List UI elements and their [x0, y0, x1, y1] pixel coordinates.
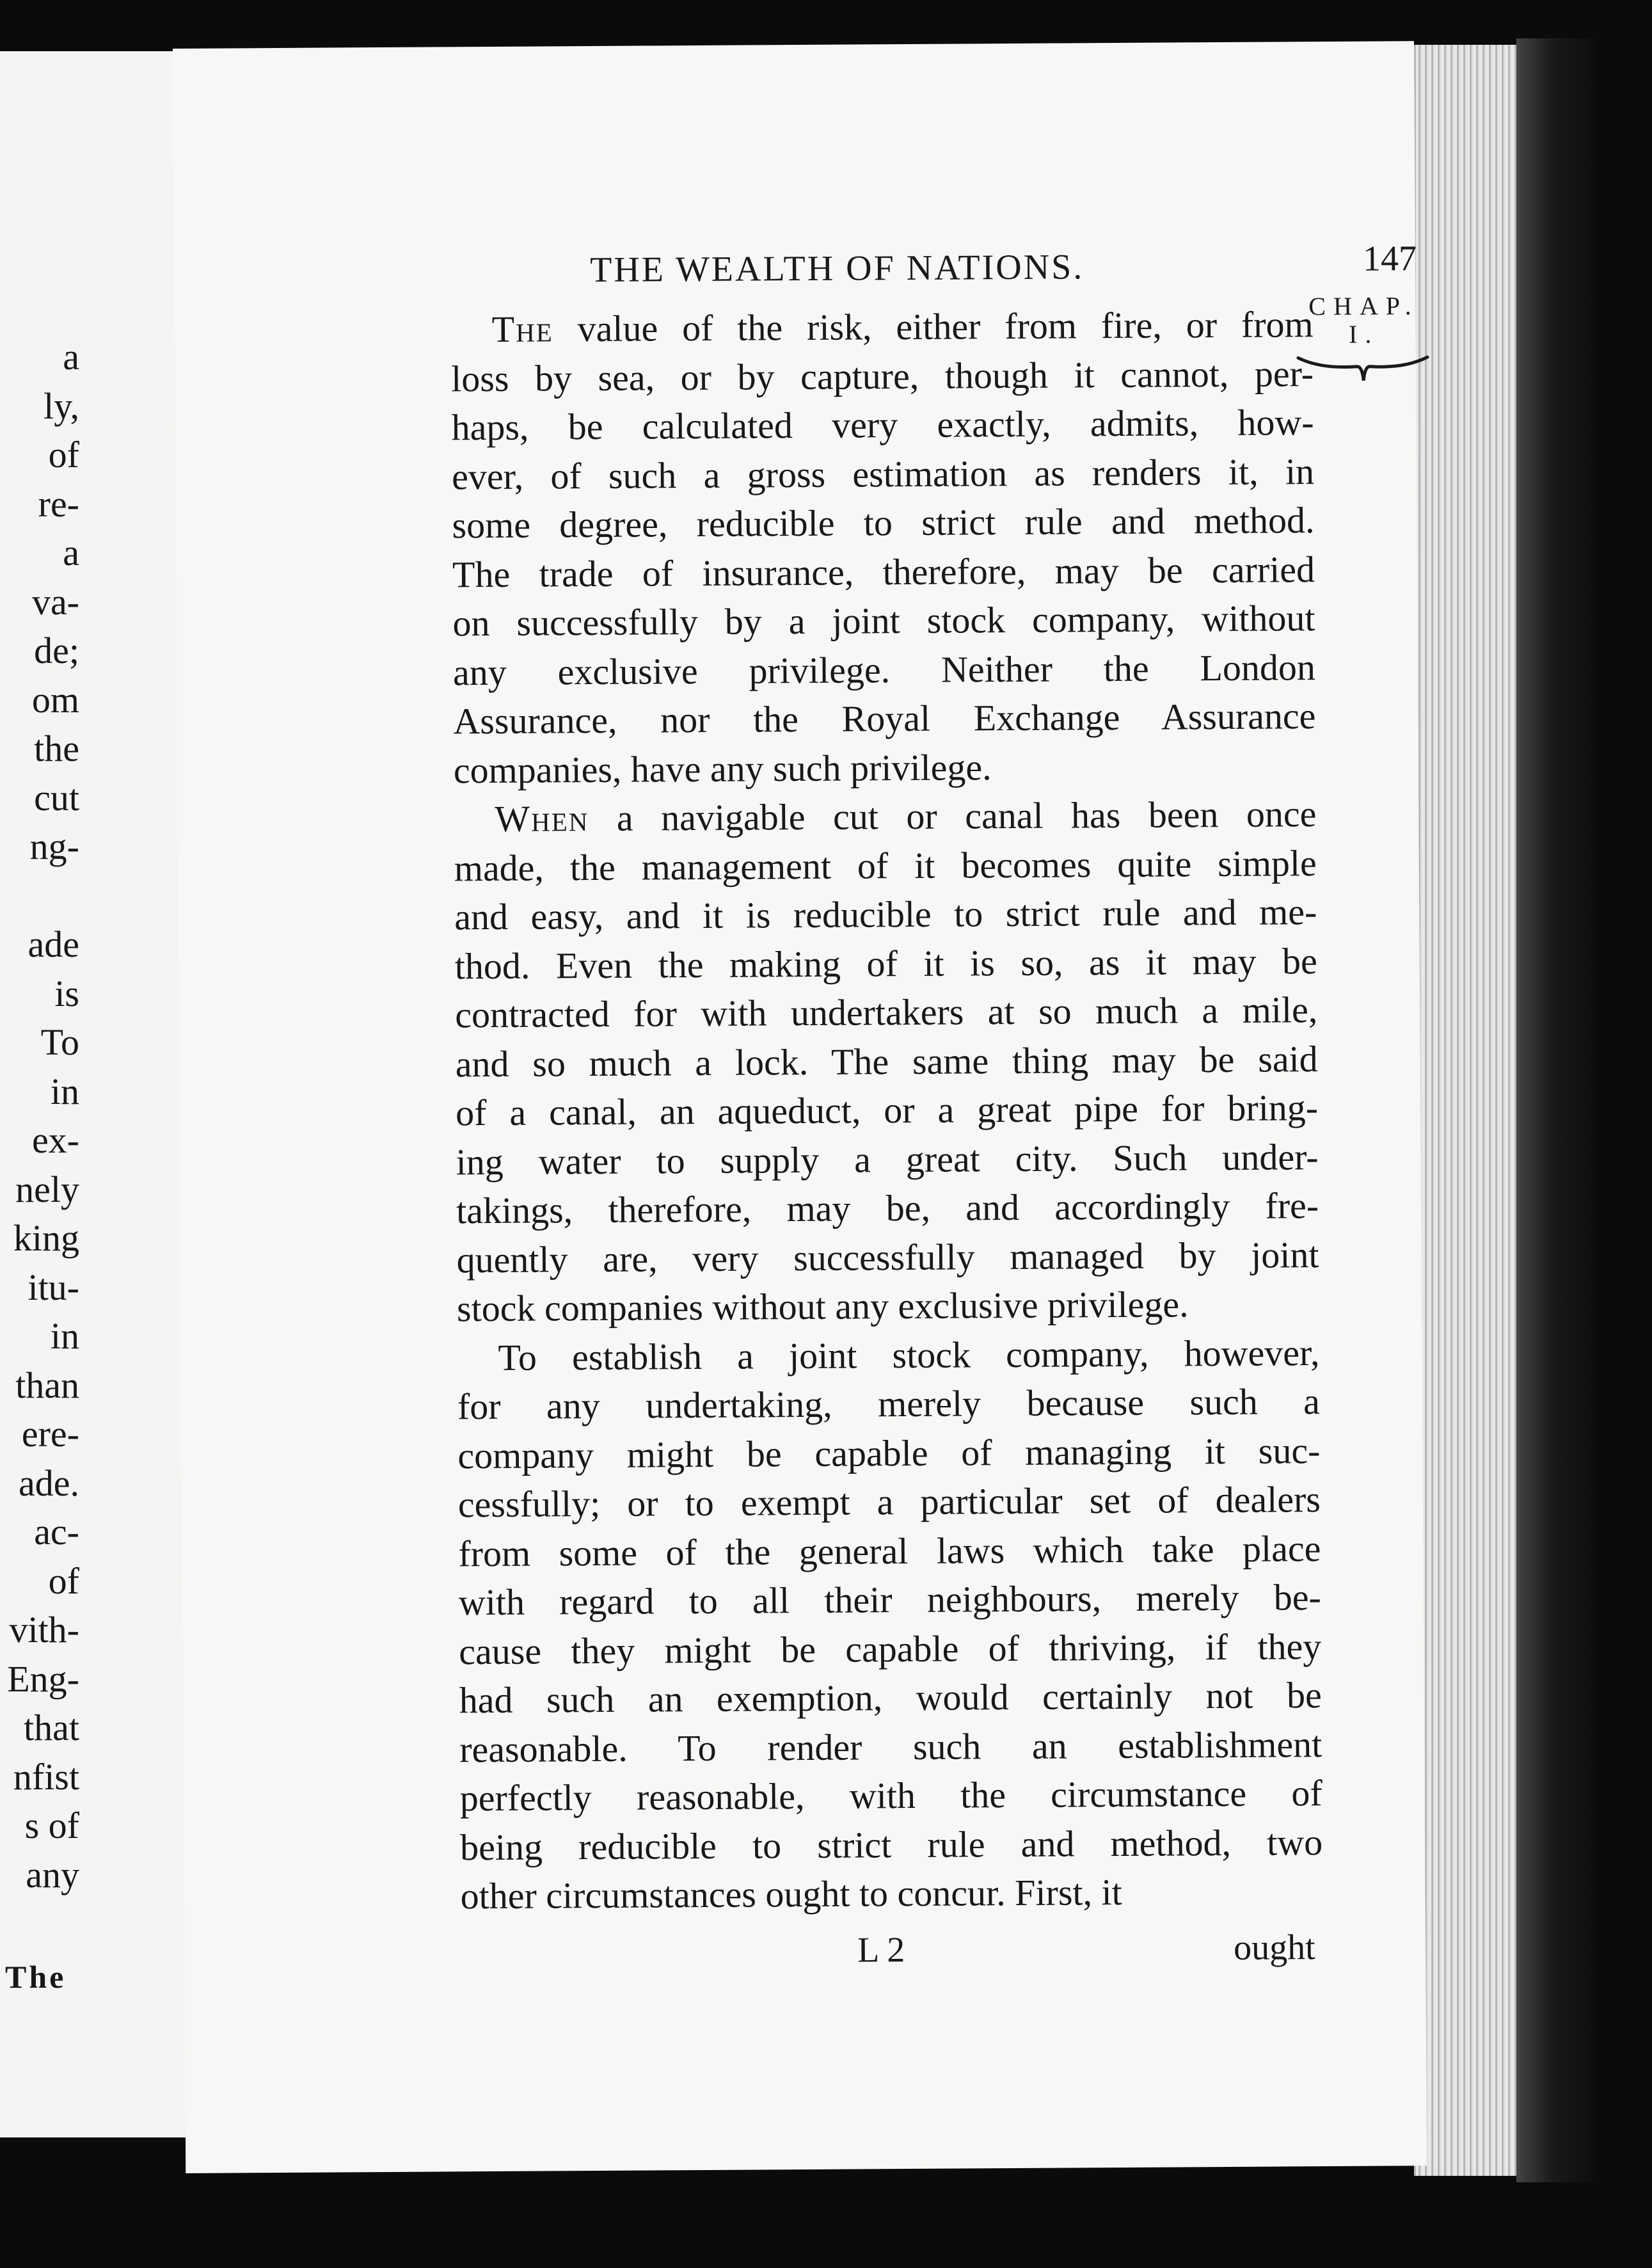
text-line: with regard to all their neighbours, merely be-: [458, 1576, 1322, 1624]
text-line: thod. Even the making of it is so, as it may be: [454, 939, 1317, 987]
text-line: contracted for with undertakers at so much a mile,: [455, 989, 1318, 1036]
opening-word: The: [491, 308, 553, 350]
left-line-fragment: To: [40, 1021, 79, 1063]
catchword: ought: [1233, 1928, 1315, 1968]
curly-brace-icon: [1296, 351, 1430, 390]
left-line-fragment: Eng-: [7, 1657, 79, 1700]
text-line: on successfully by a joint stock company, without: [452, 597, 1315, 644]
text-line: from some of the general laws which take place: [458, 1527, 1321, 1574]
left-page-catchword: The: [5, 1959, 67, 1995]
left-line-fragment: ac-: [34, 1511, 79, 1553]
signature-mark: L 2: [857, 1930, 905, 1970]
left-line-fragment: in: [50, 1070, 79, 1112]
left-line-fragment: the: [34, 728, 79, 769]
left-line-fragment: cut: [34, 776, 79, 819]
text-line: for any undertaking, merely because such a: [457, 1380, 1321, 1428]
text-line: haps, be calculated very exactly, admits, how-: [451, 401, 1314, 449]
text-line: cessfully; or to exempt a particular set of dealers: [457, 1478, 1321, 1526]
text-line: The value of the risk, either from fire, or from: [491, 303, 1314, 350]
paragraph: [450, 300, 1316, 795]
left-line-fragment: is: [54, 972, 79, 1014]
text-line: perfectly reasonable, with the circumstance of: [459, 1772, 1322, 1819]
text-line: ing water to supply a great city. Such under-: [456, 1135, 1319, 1183]
text-line: reasonable. To render such an establishment: [459, 1723, 1322, 1770]
text-line: companies, have any such privilege.: [453, 746, 992, 791]
text-line: Assurance, nor the Royal Exchange Assurance: [453, 695, 1316, 742]
text-line: stock companies without any exclusive privilege.: [456, 1283, 1189, 1330]
left-line-fragment: that: [24, 1707, 79, 1748]
running-head: THE WEALTH OF NATIONS.: [589, 247, 1084, 291]
left-line-fragment: ex-: [31, 1119, 79, 1161]
left-line-fragment: ly,: [44, 385, 79, 427]
left-line-fragment: ere-: [21, 1413, 79, 1455]
left-line-fragment: itu-: [28, 1266, 79, 1308]
left-line-fragment: than: [15, 1364, 79, 1406]
left-line-fragment: ade: [28, 923, 79, 965]
left-line-fragment: va-: [31, 580, 79, 623]
text-line: and easy, and it is reducible to strict rule and me-: [454, 891, 1317, 938]
body-text: [450, 300, 1322, 1921]
left-facing-page: [0, 51, 191, 2137]
text-line: ever, of such a gross estimation as renders it, in: [451, 450, 1315, 497]
left-line-fragment: of: [48, 1560, 79, 1602]
left-line-fragment: vith-: [9, 1609, 79, 1650]
left-line-fragment: a: [63, 532, 79, 573]
opening-word: When: [495, 797, 589, 840]
text-line: loss by sea, or by capture, though it cannot, per-: [450, 352, 1314, 399]
text-line: of a canal, an aqueduct, or a great pipe for bring-: [455, 1087, 1319, 1134]
left-line-fragment: nely: [15, 1168, 79, 1210]
left-line-fragment: nfist: [13, 1755, 79, 1798]
left-line-fragment: in: [50, 1315, 79, 1357]
text-line: takings, therefore, may be, and accordingly fre-: [456, 1185, 1319, 1232]
left-line-fragment: king: [13, 1217, 79, 1259]
left-page-line-endings: [0, 333, 79, 1899]
left-line-fragment: a: [63, 336, 79, 378]
text-line: had such an exemption, would certainly not be: [459, 1674, 1322, 1721]
left-line-fragment: any: [26, 1853, 79, 1896]
text-line: some degree, reducible to strict rule and method.: [452, 499, 1315, 547]
text-line: made, the management of it becomes quite simple: [454, 842, 1317, 889]
left-line-fragment: om: [31, 678, 79, 721]
text-line: and so much a lock. The same thing may be said: [455, 1037, 1318, 1085]
paragraph: [457, 1329, 1323, 1921]
left-line-fragment: s of: [24, 1805, 79, 1846]
text-line: cause they might be capable of thriving, if they: [459, 1625, 1322, 1672]
left-line-fragment: de;: [34, 630, 79, 671]
page-number: 147: [1362, 239, 1417, 279]
left-line-fragment: [0, 872, 79, 921]
left-line-fragment: ng-: [29, 826, 79, 867]
book-cover-edge: [1516, 38, 1606, 2182]
margin-note-chap: CHAP.: [1308, 291, 1419, 321]
right-page: [173, 41, 1427, 2173]
text-line: any exclusive privilege. Neither the London: [452, 646, 1316, 693]
left-line-fragment: of: [48, 434, 79, 475]
left-line-fragment: ade.: [19, 1462, 79, 1504]
text-line: other circumstances ought to concur. First, it: [460, 1871, 1122, 1917]
paragraph: [454, 790, 1319, 1334]
text-line: When a navigable cut or canal has been once: [495, 793, 1317, 840]
text-line: company might be capable of managing it suc-: [457, 1429, 1321, 1476]
margin-note-number: I.: [1348, 319, 1379, 349]
text-line: The trade of insurance, therefore, may be carried: [452, 548, 1315, 595]
text-line: To establish a joint stock company, however,: [498, 1331, 1320, 1378]
text-line: quently are, very successfully managed by joint: [456, 1233, 1319, 1281]
text-line: being reducible to strict rule and method, two: [459, 1821, 1323, 1868]
left-line-fragment: re-: [38, 483, 79, 525]
